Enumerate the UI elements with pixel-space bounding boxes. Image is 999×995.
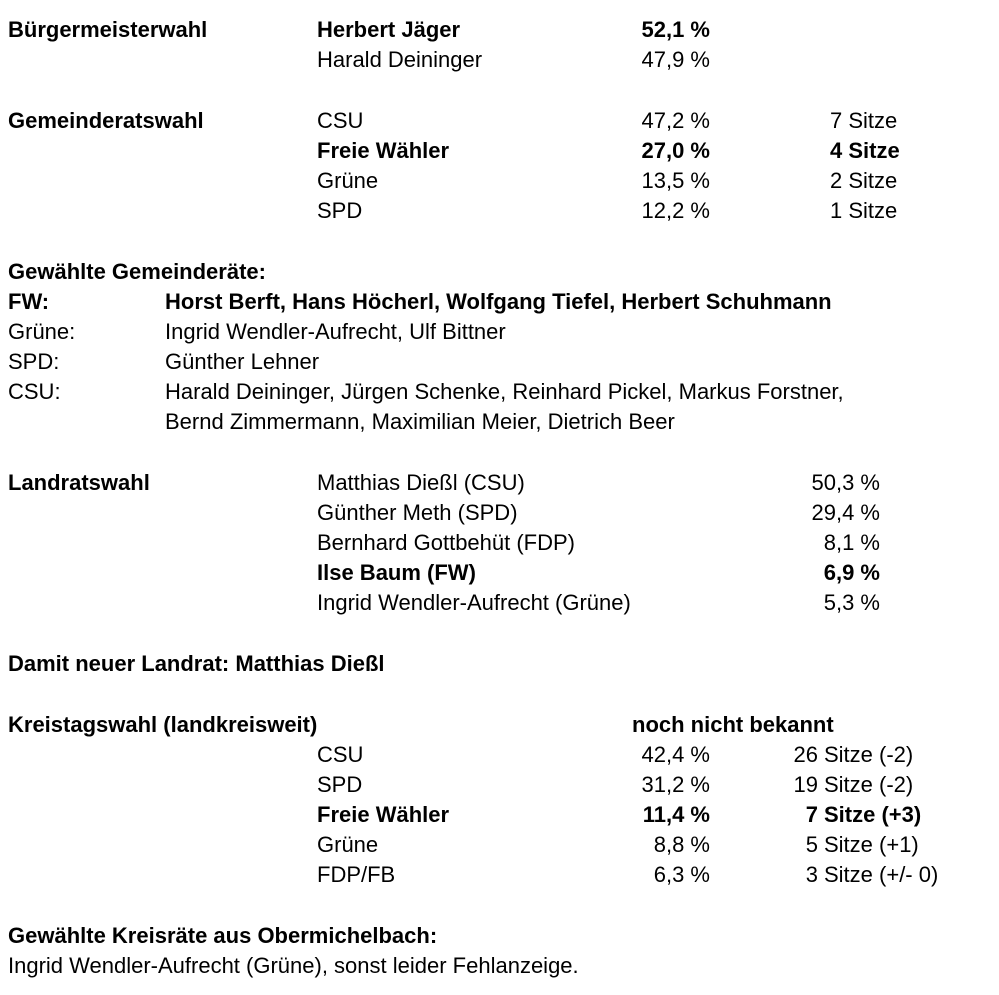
landrat-row-4	[0, 558, 999, 588]
gemeinderaete-entry-csu-continued	[0, 407, 999, 437]
gemeinderaete-entry-gruene	[0, 317, 999, 347]
gemeinderat-row-4	[0, 196, 999, 226]
landrat-row-1	[0, 468, 999, 498]
section-title-gemeinderatswahl: Gemeinderatswahl	[8, 108, 204, 133]
seats-number: 7	[805, 802, 818, 827]
percent-value: 42,4 %	[641, 742, 710, 767]
party-name: FDP/FB	[317, 862, 396, 887]
gemeinderaete-entry-csu	[0, 377, 999, 407]
seats-number: 26	[793, 742, 818, 767]
seats-value	[765, 800, 921, 830]
percent-value: 12,2 %	[641, 198, 710, 223]
heading-gewaehlte-kreisraete: Gewählte Kreisräte aus Obermichelbach:	[8, 923, 438, 948]
buergermeister-row-2	[0, 45, 999, 75]
section-title-landratswahl: Landratswahl	[8, 470, 150, 495]
seats-number: 5	[805, 832, 818, 857]
percent-value: 29,4 %	[811, 500, 880, 525]
percent-value: 50,3 %	[811, 470, 880, 495]
percent-value: 6,9 %	[823, 560, 880, 585]
party-label: Grüne:	[8, 319, 76, 344]
seats-value	[765, 830, 919, 860]
elected-names: Horst Berft, Hans Höcherl, Wolfgang Tiefel, Herbert Schuhmann	[165, 289, 832, 314]
section-gap	[0, 437, 999, 468]
kreistag-row-4	[0, 830, 999, 860]
percent-value: 8,1 %	[823, 530, 880, 555]
seats-change: Sitze (-2)	[824, 742, 914, 767]
kreistag-header-row	[0, 710, 999, 740]
seats-number: 19	[793, 772, 818, 797]
party-name: Grüne	[317, 832, 379, 857]
candidate-name: Bernhard Gottbehüt (FDP)	[317, 530, 576, 555]
gemeinderat-row-2	[0, 136, 999, 166]
percent-value: 47,2 %	[641, 108, 710, 133]
percent-value: 31,2 %	[641, 772, 710, 797]
candidate-name: Harald Deininger	[317, 47, 483, 72]
elected-names: Harald Deininger, Jürgen Schenke, Reinhard Pickel, Markus Forstner,	[165, 379, 844, 404]
gemeinderaete-entry-fw	[0, 287, 999, 317]
buergermeister-row-1	[0, 15, 999, 45]
gemeinderaete-heading-row	[0, 257, 999, 287]
elected-names: Günther Lehner	[165, 349, 320, 374]
party-name: Freie Wähler	[317, 138, 450, 163]
party-name: SPD	[317, 198, 363, 223]
candidate-name: Herbert Jäger	[317, 17, 461, 42]
party-name: Freie Wähler	[317, 802, 450, 827]
kreisraete-names-text: Ingrid Wendler-Aufrecht (Grüne), sonst leider Fehlanzeige.	[8, 953, 579, 978]
seats-value: 1 Sitze	[830, 198, 898, 223]
percent-value: 27,0 %	[641, 138, 710, 163]
elected-names: Bernd Zimmermann, Maximilian Meier, Dietrich Beer	[165, 409, 675, 434]
seats-value	[765, 740, 913, 770]
party-name: CSU	[317, 108, 364, 133]
party-label: FW:	[8, 289, 50, 314]
seats-value: 4 Sitze	[830, 138, 900, 163]
percent-value: 11,4 %	[642, 802, 710, 827]
landrat-result-text: Damit neuer Landrat: Matthias Dießl	[8, 651, 385, 676]
candidate-name: Ingrid Wendler-Aufrecht (Grüne)	[317, 590, 631, 615]
landrat-row-2	[0, 498, 999, 528]
seats-change: Sitze (+/- 0)	[824, 862, 939, 887]
party-label: SPD:	[8, 349, 60, 374]
gemeinderat-row-3	[0, 166, 999, 196]
section-gap	[0, 226, 999, 257]
party-name: SPD	[317, 772, 363, 797]
landrat-result-row	[0, 649, 999, 679]
candidate-name: Günther Meth (SPD)	[317, 500, 518, 525]
gemeinderaete-entry-spd	[0, 347, 999, 377]
kreistag-status-text: noch nicht bekannt	[632, 712, 834, 737]
kreistag-row-1	[0, 740, 999, 770]
percent-value: 52,1 %	[641, 17, 710, 42]
seats-value: 2 Sitze	[830, 168, 898, 193]
percent-value: 8,8 %	[653, 832, 710, 857]
kreistag-row-3	[0, 800, 999, 830]
percent-value: 13,5 %	[641, 168, 710, 193]
seats-value	[765, 770, 913, 800]
kreisraete-heading-row	[0, 921, 999, 951]
candidate-name: Matthias Dießl (CSU)	[317, 470, 525, 495]
seats-change: Sitze (-2)	[824, 772, 914, 797]
candidate-name: Ilse Baum (FW)	[317, 560, 476, 585]
landrat-row-5	[0, 588, 999, 618]
seats-change: Sitze (+1)	[824, 832, 919, 857]
section-gap	[0, 75, 999, 106]
section-gap	[0, 679, 999, 710]
seats-value: 7 Sitze	[830, 108, 898, 133]
section-gap	[0, 890, 999, 921]
landrat-row-3	[0, 528, 999, 558]
section-title-kreistagswahl: Kreistagswahl (landkreisweit)	[8, 712, 318, 737]
percent-value: 6,3 %	[653, 862, 710, 887]
section-title-buergermeisterwahl: Bürgermeisterwahl	[8, 17, 208, 42]
seats-number: 3	[805, 862, 818, 887]
percent-value: 5,3 %	[823, 590, 880, 615]
party-name: Grüne	[317, 168, 379, 193]
kreisraete-text-row	[0, 951, 999, 981]
elected-names: Ingrid Wendler-Aufrecht, Ulf Bittner	[165, 319, 506, 344]
kreistag-row-2	[0, 770, 999, 800]
heading-gewaehlte-gemeinderaete: Gewählte Gemeinderäte:	[8, 259, 266, 284]
gemeinderat-row-1	[0, 106, 999, 136]
seats-change: Sitze (+3)	[824, 802, 922, 827]
section-gap	[0, 618, 999, 649]
seats-value	[765, 860, 938, 890]
party-label: CSU:	[8, 379, 61, 404]
percent-value: 47,9 %	[641, 47, 710, 72]
party-name: CSU	[317, 742, 364, 767]
kreistag-row-5	[0, 860, 999, 890]
